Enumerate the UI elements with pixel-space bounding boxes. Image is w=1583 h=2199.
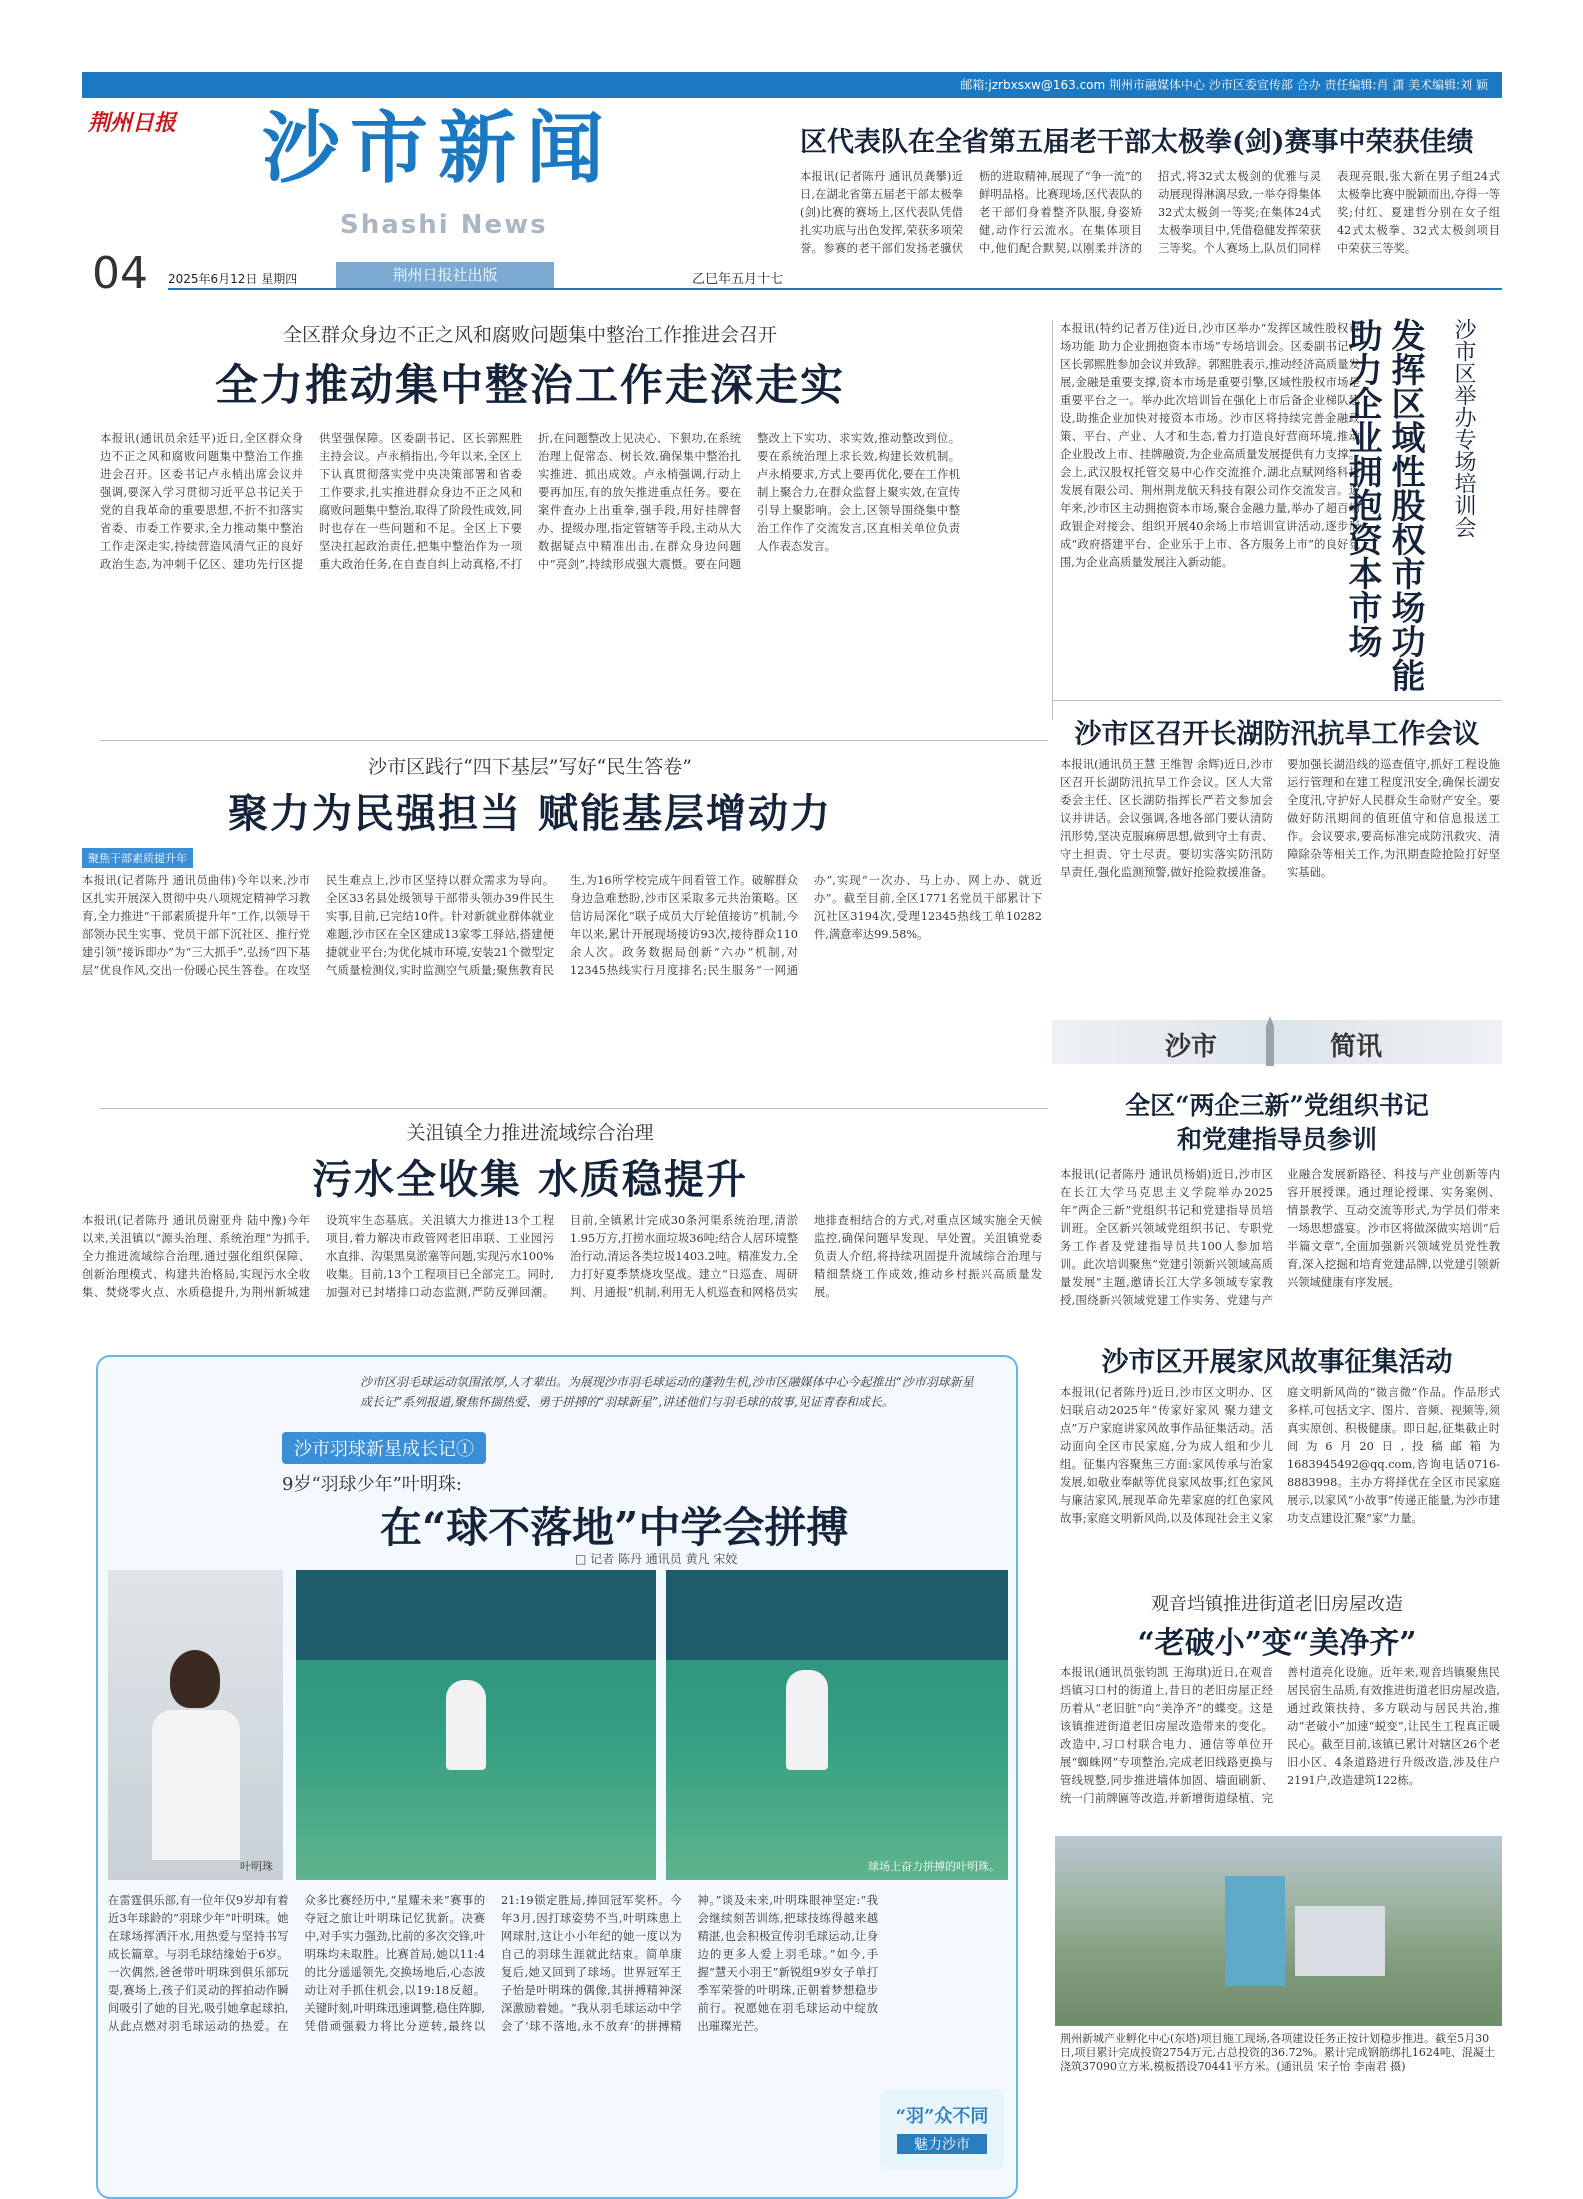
aerial-caption: 荆州新城产业孵化中心(东塔)项目施工现场,各项建设任务正按计划稳步推进。截至5月30日,项目累计完成投资2754万元,占总投资的36.72%。累计完成钢筋绑扎1624吨、混凝土浇筑37090立方米,模板搭设70441平方米。(通讯员 宋子怡 李南君 摄) [1060, 2032, 1495, 2073]
slogan-line-2: 魅力沙市 [897, 2134, 987, 2154]
jiceng-kicker: 沙市区践行“四下基层”写好“民生答卷” [368, 756, 692, 778]
jianxun-body: 本报讯(记者陈丹 通讯员杨娟)近日,沙市区在长江大学马克思主义学院举办2025年“两企三新”党组织书记和党建指导员培训班。全区新兴领域党组织书记、专职党务工作者及党建指导员共100人参加培训。此次培训聚焦“党建引领新兴领域高质量发展”主题,邀请长江大学多领域专家教授,围绕新兴领域党建工作实务、党建与产业融合发展新路径、科技与产业创新等内容开展授课。通过理论授课、实务案例、情景教学、互动交流等形式,为学员们带来一场思想盛宴。沙市区将做深做实培训“后半篇文章”,全面加强新兴领域党员党性教育,深入挖掘和培育党建品牌,以党建引领新兴领域健康有序发展。 [1060, 1168, 1500, 1307]
jiafeng-body: 本报讯(记者陈丹)近日,沙市区文明办、区妇联启动2025年“传家好家风 聚力建文点”万户家庭讲家风故事作品征集活动。活动面向全区市民家庭,分为成人组和少儿组。征集内容聚焦三方面:家风传承与治家发展,如敬业奉献等优良家风故事;红色家风与廉洁家风,展现革命先辈家庭的红色家风故事;家庭文明新风尚,以及体现社会主义家庭文明新风尚的“微言微”作品。作品形式多样,可包括文字、图片、音频、视频等,须真实原创、积极健康。即日起,征集截止时间为6月20日,投稿邮箱为1683945492@qq.com,咨询电话0716-8883998。主办方将择优在全区市民家庭展示,以家风“小故事”传递正能量,为沙市建功支点建设汇聚“家”力量。 [1060, 1386, 1500, 1525]
guquan-title-2: 助力企业拥抱资本市场 [1342, 318, 1382, 658]
building-shape [1295, 1906, 1385, 1976]
photo-backdrop [296, 1570, 656, 1660]
taiji-headline: 区代表队在全省第五届老干部太极拳(剑)赛事中荣获佳绩 [800, 127, 1474, 158]
jianxun-title-1: 全区“两企三新”党组织书记 [1125, 1091, 1429, 1120]
jiceng-tag: 聚焦干部素质提升年 [82, 848, 193, 868]
aerial-photo [1055, 1836, 1502, 2026]
jianxun-title-2: 和党建指导员参训 [1176, 1125, 1377, 1154]
wushui-body: 本报讯(记者陈丹 通讯员谢亚舟 陆中豫)今年以来,关沮镇以“源头治理、系统治理”为抓手,全力推进流域综合治理,通过强化组织保障、创新治理模式、构建共治格局,实现污水全收集、焚烧零火点、水质稳提升,为荆州新城建设筑牢生态基底。关沮镇大力推进13个工程项目,着力解决市政管网老旧串联、工业园污水直排、沟渠黑臭淤塞等问题,实现污水100%收集。目前,13个工程项目已全部完工。同时,加强对已封堵排口动态监测,严防反弹回潮。目前,全镇累计完成30条河渠系统治理,清淤1.95万方,打捞水面垃圾36吨;结合人居环境整治行动,清运各类垃圾1403.2吨。精准发力,全力打好夏季禁烧攻坚战。建立“日巡查、周研判、月通报”机制,利用无人机巡查和网格员实地排查相结合的方式,对重点区域实施全天候监控,确保问题早发现、早处置。关沮镇党委负责人介绍,将持续巩固提升流域综合治理与精细禁烧工作成效,推动乡村振兴高质量发展。 [82, 1214, 1042, 1299]
jiafeng-headline: 沙市区开展家风故事征集活动 [1101, 1347, 1453, 1378]
publisher-badge: 荆州日报社出版 [336, 262, 554, 288]
feature-byline: □ 记者 陈丹 通讯员 黄凡 宋姣 [575, 1552, 738, 1566]
laopoxiao-kicker: 观音垱镇推进街道老旧房屋改造 [1151, 1594, 1403, 1615]
fangxun-headline: 沙市区召开长湖防汛抗旱工作会议 [1074, 719, 1480, 750]
masthead-rule [168, 288, 1502, 290]
guquan-subtitle: 沙市区举办专场培训会 [1451, 318, 1476, 538]
taiji-body: 本报讯(记者陈丹 通讯员龚攀)近日,在湖北省第五届老干部太极拳(剑)比赛的赛场上,区代表队凭借扎实功底与出色发挥,荣获多项荣誉。参赛的老干部们发扬老骥伏枥的进取精神,展现了“争一流”的鲜明品格。比赛现场,区代表队的老干部们身着整齐队服,身姿矫健,动作行云流水。在集体项目中,他们配合默契,以刚柔并济的招式,将32式太极剑的优雅与灵动展现得淋漓尽致,一举夺得集体32式太极剑一等奖;在集体24式太极拳项目中,凭借稳健发挥荣获三等奖。个人赛场上,队员们同样表现亮眼,张大新在男子组24式太极拳比赛中脱颖而出,夺得一等奖;付红、夏建哲分别在女子组42式太极拳、32式太极剑项目中荣获三等奖。 [800, 170, 1500, 255]
action-caption: 球场上奋力拼搏的叶明珠。 [868, 1860, 1000, 1873]
player-figure [446, 1680, 486, 1770]
lead-body: 本报讯(通讯员余廷平)近日,全区群众身边不正之风和腐败问题集中整治工作推进会召开。区委书记卢永梢出席会议并强调,要深入学习贯彻习近平总书记关于党的自我革命的重要思想,不折不扣落实省委、市委工作要求,全力推动集中整治工作走深走实,持续营造风清气正的良好政治生态,为冲刺千亿区、建功先行区提供坚强保障。区委副书记、区长郭熙胜主持会议。卢永梢指出,今年以来,全区上下认真贯彻落实党中央决策部署和省委工作要求,扎实推进群众身边不正之风和腐败问题集中整治,取得了阶段性成效,同时也存在一些问题和不足。全区上下要坚决扛起政治责任,把集中整治作为一项重大政治任务,在自查自纠上动真格,不打折,在问题整改上见决心、下狠功,在系统治理上促常态、树长效,确保集中整治扎实推进、抓出成效。卢永梢强调,行动上要再加压,有的放矢推进重点任务。要在案件查办上出重拳,强手段,用好挂牌督办、提级办理,指定管辖等手段,主动从大数据疑点中精准出击,在群众身边问题中“亮剑”,持续形成强大震慑。要在问题整改上下实功、求实效,推动整改到位。要在系统治理上求长效,构建长效机制。卢永梢要求,方式上要再优化,要在工作机制上聚合力,在群众监督上聚实效,在宣传引导上聚影响。会上,区领导围绕集中整治工作作了交流发言,区直相关单位负责人作表态发言。 [100, 432, 960, 571]
jianxun-label-1: 沙市 [1165, 1032, 1218, 1062]
jianxun-banner [1052, 1020, 1502, 1064]
portrait-caption: 叶明珠 [240, 1860, 273, 1873]
fangxun-body: 本报讯(通讯员王慧 王维智 余辉)近日,沙市区召开长湖防汛抗旱工作会议。区人大常委会主任、区长湖防指挥长严若文参加会议并讲话。会议强调,各地各部门要认清防汛形势,坚决克服麻痹思想,做到守土有责、守土担责、守土尽责。要切实落实防汛防旱责任,强化监测预警,做好抢险救援准备。要加强长湖沿线的巡查值守,抓好工程设施运行管理和在建工程度汛安全,确保长湖安全度汛,守护好人民群众生命财产安全。要做好防汛期间的值班值守和信息报送工作。会议要求,要高标准完成防汛救灾、清障除杂等相关工作,为汛期查险抢险打好坚实基础。 [1060, 758, 1500, 879]
slogan-badge [880, 2090, 1004, 2170]
masthead-english: Shashi News [340, 210, 548, 240]
slogan-line-1: “羽”众不同 [895, 2106, 989, 2127]
guquan-body: 本报讯(特约记者万佳)近日,沙市区举办“发挥区域性股权市场功能 助力企业拥抱资本市场”专场培训会。区委副书记、区长郭熙胜参加会议并致辞。郭熙胜表示,推动经济高质量发展,金融是重要支撑,资本市场是重要引擎,区域性股权市场是重要平台之一。举办此次培训旨在强化上市后备企业梯队建设,助推企业加快对接资本市场。沙市区将持续完善金融政策、平台、产业、人才和生态,着力打造良好营商环境,推动企业股改上市、挂牌融资,为企业高质量发展提供有力支撑。会上,武汉股权托管交易中心作交流推介,湖北点赋网络科技发展有限公司、荆州荆龙航天科技有限公司作交流发言。近年来,沙市区主动拥抱资本市场,聚合金融力量,举办了超百场政银企对接会、组织开展40余场上市培训宣讲活动,逐步形成“政府搭建平台、企业乐于上市、各方服务上市”的良好氛围,为企业高质量发展注入新动能。 [1060, 322, 1360, 569]
guquan-title-1: 发挥区域性股权市场功能 [1385, 318, 1425, 692]
brand-logo: 荆州日报 [88, 110, 177, 136]
portrait-head [170, 1650, 220, 1708]
lead-headline: 全力推动集中整治工作走深走实 [215, 361, 845, 411]
header-info: 邮箱:jzrbxsxw@163.com 荆州市融媒体中心 沙市区委宣传部 合办 责任编辑:肖 潇 美术编辑:刘 颖 [960, 78, 1488, 92]
feature-kicker: 9岁“羽球少年”叶明珠: [282, 1474, 462, 1495]
column-divider [1052, 320, 1053, 720]
action-photo-1 [296, 1570, 656, 1880]
section-rule [100, 1108, 1048, 1109]
masthead-title: 沙市新闻 [262, 103, 615, 194]
feature-intro: 沙市区羽毛球运动氛围浓厚,人才辈出。为展现沙市羽毛球运动的蓬勃生机,沙市区融媒体中心今起推出“沙市羽球新星成长记”系列报道,聚焦怀揣热爱、勇于拼搏的“羽球新星”,讲述他们与羽毛球的故事,见证青春和成长。 [360, 1375, 974, 1409]
laopoxiao-headline: “老破小”变“美净齐” [1137, 1626, 1417, 1661]
portrait-body [152, 1710, 240, 1860]
jiceng-headline: 聚力为民强担当 赋能基层增动力 [228, 790, 832, 837]
action-photo-2 [666, 1570, 1008, 1880]
feature-body: 在雷霆俱乐部,有一位年仅9岁却有着近3年球龄的“羽球少年”叶明珠。她在球场挥洒汗水,用热爱与坚持书写成长篇章。与羽毛球结缘始于6岁。一次偶然,爸爸带叶明珠到俱乐部玩耍,赛场上,孩子们灵动的挥拍动作瞬间吸引了她的目光,吸引她拿起球拍,从此点燃对羽毛球运动的热爱。在众多比赛经历中,“星耀未来”赛事的夺冠之旅让叶明珠记忆犹新。决赛中,对手实力强劲,比前的多次交锋,叶明珠均未取胜。比赛首局,她以11:4的比分遥遥领先,交换场地后,心态波动让对手抓住机会,以19:18反超。关键时刻,叶明珠迅速调整,稳住阵脚,凭借顽强毅力将比分逆转,最终以21:19锁定胜局,捧回冠军奖杯。今年3月,因打球姿势不当,叶明珠患上网球肘,这让小小年纪的她一度以为自己的羽球生涯就此结束。简单康复后,她又回到了球场。世界冠军王子怡是叶明珠的偶像,其拼搏精神深深激励着她。“我从羽毛球运动中学会了‘球不落地,永不放弃’的拼搏精神。”谈及未来,叶明珠眼神坚定:“我会继续刻苦训练,把球技练得越来越精湛,也会积极宣传羽毛球运动,让身边的更多人爱上羽毛球。”如今,手握“慧天小羽王”新锐组9岁女子单打季军荣誉的叶明珠,正朝着梦想稳步前行。祝愿她在羽毛球运动中绽放出璀璨光芒。 [108, 1894, 878, 2033]
lunar-date: 乙巳年五月十七 [692, 272, 784, 287]
jianxun-label-2: 简讯 [1330, 1032, 1383, 1062]
jiceng-body: 本报讯(记者陈丹 通讯员曲伟)今年以来,沙市区扎实开展深入贯彻中央八项规定精神学习教育,全力推进“干部素质提升年”工作,以领导干部领办民生实事、党员干部下沉社区、推行党建引领“接诉即办”为“三大抓手”,弘扬“四下基层”优良作风,交出一份暖心民生答卷。在攻坚民生难点上,沙市区坚持以群众需求为导向。全区33名县处级领导干部带头领办39件民生实事,目前,已完结10件。针对新就业群体就业难题,沙市区在全区建成13家零工驿站,搭建便捷就业平台;为优化城市环境,安装21个微型定气质量检测仪,实时监测空气质量;聚焦教育民生,为16所学校完成午间看管工作。破解群众身边急难愁盼,沙市区采取多元共治策略。区信访局深化“联子成员大厅轮值接访”机制,今年以来,累计开展现场接访93次,接待群众110余人次。政务数据局创新“六办”机制,对12345热线实行月度排名;民生服务“一网通办”,实现“一次办、马上办、网上办、就近办”。截至目前,全区1771名党员干部累计下沉社区3194次,受理12345热线工单10282件,满意率达99.58%。 [82, 874, 1042, 977]
portrait-photo [108, 1570, 283, 1880]
player-figure [786, 1670, 828, 1770]
wushui-kicker: 关沮镇全力推进流域综合治理 [406, 1122, 654, 1144]
lead-kicker: 全区群众身边不正之风和腐败问题集中整治工作推进会召开 [282, 324, 777, 346]
issue-date: 2025年6月12日 星期四 [168, 272, 298, 286]
photo-backdrop [666, 1570, 1008, 1660]
building-shape [1225, 1876, 1285, 1986]
page-number: 04 [92, 248, 148, 299]
wushui-headline: 污水全收集 水质稳提升 [312, 1156, 748, 1203]
header-info-bar [82, 72, 1502, 98]
feature-series: 沙市羽球新星成长记① [282, 1432, 486, 1464]
feature-headline: 在“球不落地”中学会拼搏 [380, 1503, 849, 1552]
section-rule [100, 740, 1048, 741]
section-rule [1052, 700, 1502, 701]
laopoxiao-body: 本报讯(通讯员张钧凯 王海琪)近日,在观音垱镇习口村的街道上,昔日的老旧房屋正经历着从“老旧脏”向“美净齐”的蝶变。这是该镇推进街道老旧房屋改造带来的变化。改造中,习口村联合电力、通信等单位开展“蜘蛛网”专项整治,完成老旧线路更换与管线规整,同步推进墙体加固、墙面刷新、统一门前牌匾等改造,并新增街道绿植、完善村道亮化设施。近年来,观音垱镇聚焦民居民宿生品质,有效推进街道老旧房屋改造,通过政策扶持、多方联动与居民共治,推动“老破小”加速“蜕变”,让民生工程真正暖民心。截至目前,该镇已累计对辖区26个老旧小区、4条道路进行升级改造,涉及住户2191户,改造建筑122栋。 [1060, 1666, 1500, 1805]
